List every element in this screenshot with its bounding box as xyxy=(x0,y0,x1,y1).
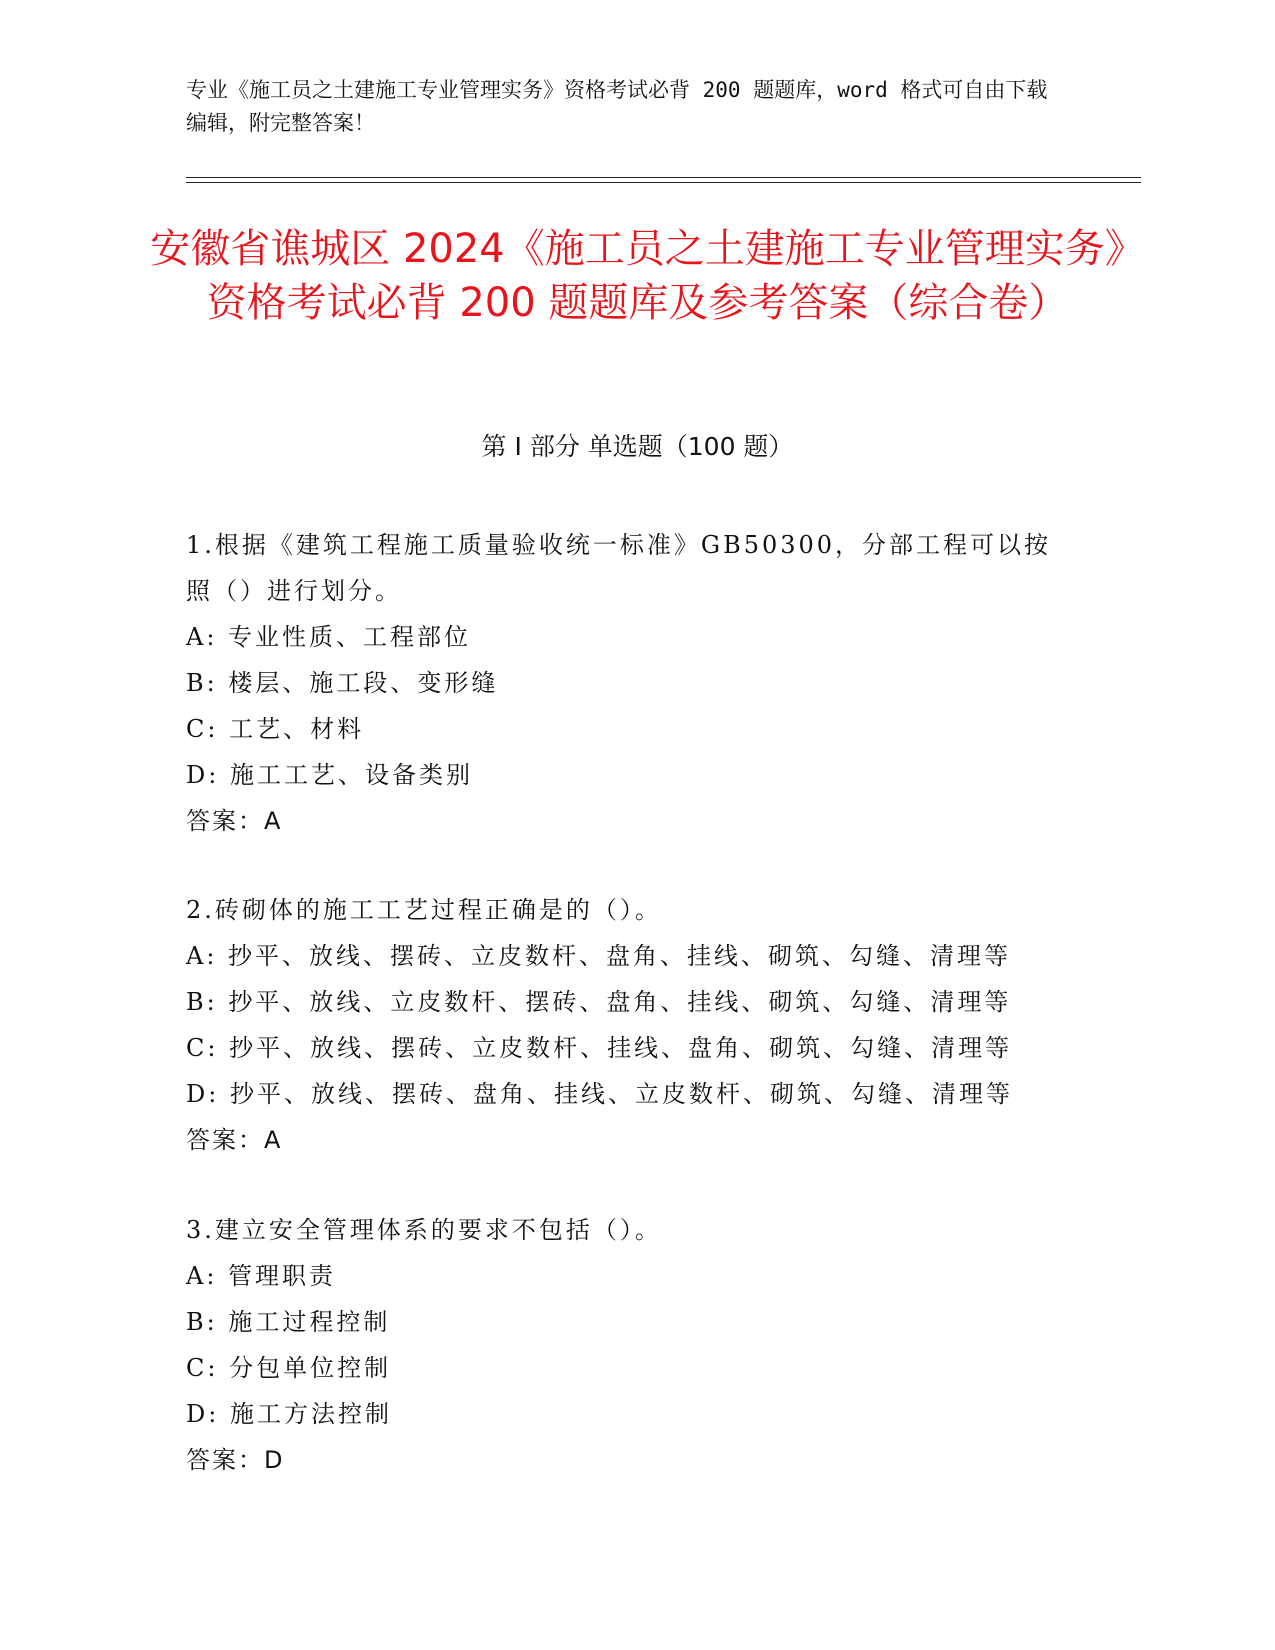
answer: 答案：D xyxy=(186,1446,285,1474)
option-a: A: 管理职责 xyxy=(186,1262,337,1290)
question-stem: 1.根据《建筑工程施工质量验收统一标准》GB50300，分部工程可以按照（）进行划分。 xyxy=(186,531,1052,605)
document-title: 安徽省谯城区 2024《施工员之土建施工专业管理实务》资格考试必背 200 题题库及参考答案（综合卷） xyxy=(150,226,1125,326)
option-b: B: 抄平、放线、立皮数杆、摆砖、盘角、挂线、砌筑、勾缝、清理等 xyxy=(186,988,1012,1016)
header-note: 专业《施工员之土建施工专业管理实务》资格考试必背 200 题题库，word 格式可自由下载编辑，附完整答案！ xyxy=(186,78,1048,135)
header-divider-top xyxy=(186,177,1141,178)
answer: 答案：A xyxy=(186,1126,283,1154)
option-b: B: 施工过程控制 xyxy=(186,1308,391,1336)
question-1 xyxy=(186,522,1086,844)
option-b: B: 楼层、施工段、变形缝 xyxy=(186,669,499,697)
header-divider-bottom xyxy=(186,182,1141,183)
option-d: D: 抄平、放线、摆砖、盘角、挂线、立皮数杆、砌筑、勾缝、清理等 xyxy=(186,1080,1013,1108)
section-heading: 第 I 部分 单选题（100 题） xyxy=(481,432,794,461)
question-stem: 3.建立安全管理体系的要求不包括（）。 xyxy=(186,1216,662,1244)
option-c: C: 抄平、放线、摆砖、立皮数杆、挂线、盘角、砌筑、勾缝、清理等 xyxy=(186,1034,1013,1062)
question-stem: 2.砖砌体的施工工艺过程正确是的（）。 xyxy=(186,896,662,924)
option-c: C: 工艺、材料 xyxy=(186,715,365,743)
option-d: D: 施工方法控制 xyxy=(186,1400,392,1428)
option-c: C: 分包单位控制 xyxy=(186,1354,392,1382)
question-3 xyxy=(186,1207,1086,1483)
option-d: D: 施工工艺、设备类别 xyxy=(186,761,473,789)
option-a: A: 抄平、放线、摆砖、立皮数杆、盘角、挂线、砌筑、勾缝、清理等 xyxy=(186,942,1012,970)
option-a: A: 专业性质、工程部位 xyxy=(186,623,472,651)
answer: 答案：A xyxy=(186,807,283,835)
question-2 xyxy=(186,887,1086,1163)
